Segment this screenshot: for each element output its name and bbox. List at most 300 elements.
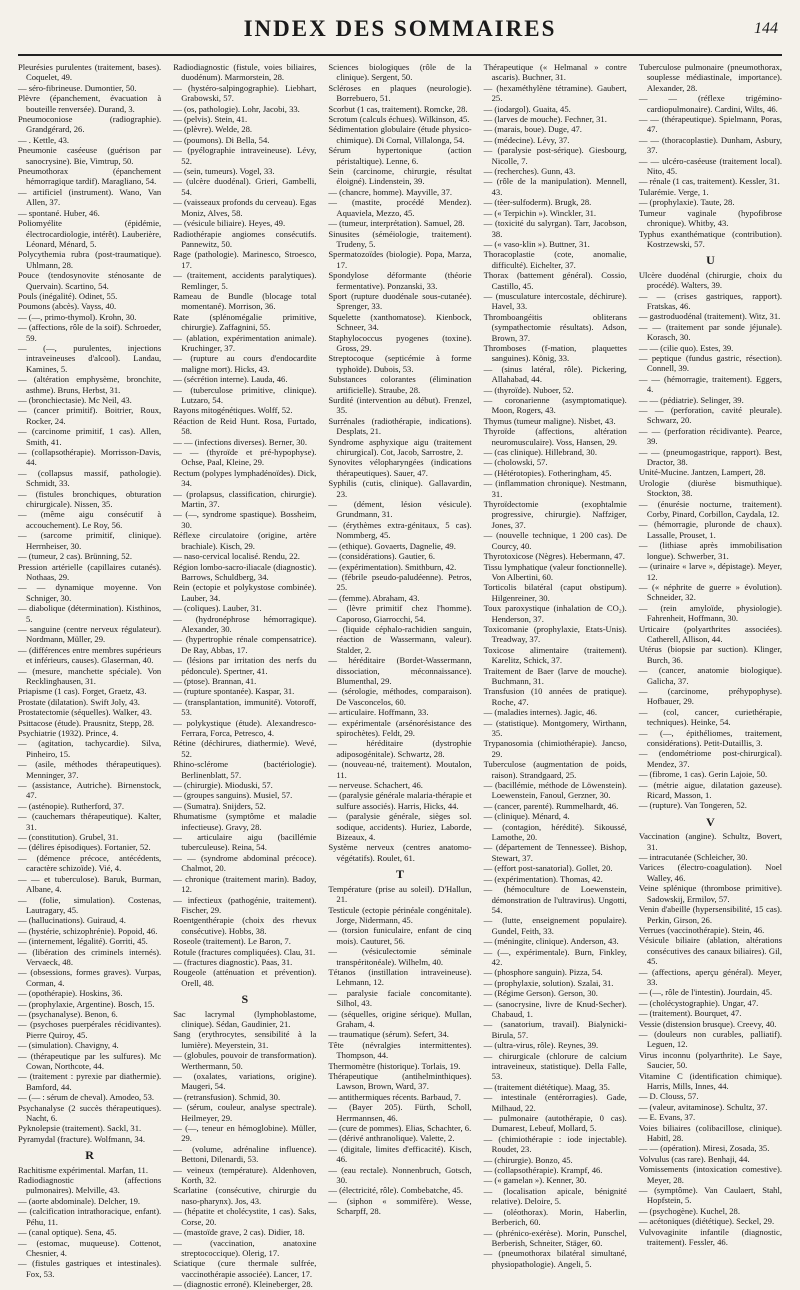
index-entry: Sang (erythrocytes, sensibilité à la lumière). Meyerstein, 31. xyxy=(173,1029,317,1050)
index-entry: — sanguine (centre nerveux régulateur). Nordmann, Müller, 29. xyxy=(18,623,162,645)
index-entry: — (larves de mouche). Fechner, 31. xyxy=(483,114,607,125)
index-entry: — (—, purulentes, injections intraveineuses d'alcool). Landau, Kamines, 5. xyxy=(18,342,162,374)
index-entry: Toxicose alimentaire (traitement). Karelitz, Schick, 37. xyxy=(483,644,627,666)
index-entry: — — (pédiatrie). Selinger, 39. xyxy=(638,394,744,405)
index-entry: — (assistance, Autriche). Birnenstock, 47. xyxy=(18,780,162,801)
index-entry: Typhus exanthématique (contribution). Kostrzewski, 57. xyxy=(638,228,783,249)
index-entry: — (traitement : pyrexie par diathermie). Bamford, 44. xyxy=(18,1071,162,1092)
index-entry: — veineux (température). Aldenhoven, Korth, 32. xyxy=(173,1164,317,1186)
index-entry: — (toxicité du salyrgan). Tarr, Jacobson, 38. xyxy=(483,218,627,239)
index-entry: Synovites vélopharyngées (indications thérapeutiques). Sauer, 47. xyxy=(328,457,472,478)
index-entry: Sciatique (cure thermale sulfrée, vaccinothérapie associée). Lancer, 17. xyxy=(173,1258,317,1279)
index-entry: Urticaire (polyarthrites associées). Catherell, Allison, 44. xyxy=(638,623,783,644)
index-entry: — (paralysie générale malaria-thérapie et sulfure associés). Harris, Hicks, 44. xyxy=(328,790,472,811)
index-entry: — (sarcome primitif, clinique). Herrnheiser, 30. xyxy=(18,530,162,551)
section-letter: V xyxy=(706,814,715,829)
index-entry: Surrénales (radiothérapie, indications). Desplats, 21. xyxy=(328,415,472,437)
index-entry: Rein (ectopie et polykystose combinée). Lauber, 34. xyxy=(173,582,317,603)
index-entry: — (internement, légalité). Gorriti, 45. xyxy=(18,936,148,947)
index-entry: Rayons mitogénétiques. Wolff, 52. xyxy=(173,405,293,416)
index-entry: — (iodargol). Guaita, 45. xyxy=(483,103,571,114)
index-entry: Pouls (inégalité). Odinet, 55. xyxy=(18,290,118,301)
index-column xyxy=(483,62,627,1269)
index-entry: — (même aigu consécutif à accouchement). Le Roy, 56. xyxy=(18,509,162,530)
index-entry: — — (cilie quo). Estes, 39. xyxy=(638,342,734,353)
index-entry: — (hystérie, schizophrénie). Popoid, 46. xyxy=(18,925,158,936)
index-entry: — nerveuse. Schachert, 46. xyxy=(328,780,423,791)
index-entry: Spermatozoïdes (biologie). Popa, Marza, 17. xyxy=(328,249,472,270)
index-entry: Thromboses (f-mation, plaquettes sanguines). König, 33. xyxy=(483,342,627,364)
index-entry: Tétanos (instillation intraveineuse). Lehmann, 12. xyxy=(328,966,472,988)
index-entry: — traumatique (sérum). Sefert, 34. xyxy=(328,1029,449,1040)
index-entry: — (asténopie). Rutherford, 37. xyxy=(18,800,124,811)
index-entry: Vitamine C (identification chimique). Harris, Mills, Innes, 44. xyxy=(638,1070,783,1091)
index-entry: — (coliques). Lauber, 31. xyxy=(173,603,262,614)
index-entry: — (retransfusion). Schmid, 30. xyxy=(173,1091,281,1102)
index-entry: Pneumothorax (épanchement hémorragique tardif). Maragliano, 54. xyxy=(18,166,162,187)
index-entry: — (chirurgie). Bonzo, 45. xyxy=(483,1154,573,1165)
index-entry: — (recherches). Gunn, 43. xyxy=(483,166,576,177)
index-entry: — (simulation). Chavigny, 4. xyxy=(18,1040,119,1051)
index-entry: — (département de Tennessee). Bishop, Stewart, 37. xyxy=(483,842,627,863)
page-number: 144 xyxy=(754,20,778,37)
index-entry: Prostatectomie (séquelles). Walker, 43. xyxy=(18,707,152,718)
index-entry: — (urinaire « larve », dépistage). Meyer, 12. xyxy=(638,561,783,582)
index-entry: Veine splénique (thrombose primitive). Sadowskij, Ermilov, 57. xyxy=(638,883,783,904)
index-entry: — (tumeur, 2 cas). Brünning, 52. xyxy=(18,551,132,562)
index-entry: — héréditaire (Bordet-Wassermann, dissociation, méconnaissance). Blumenthal, 29. xyxy=(328,655,472,686)
index-entry: — (« néphrite de guerre » évolution). Schneider, 32. xyxy=(638,581,783,603)
index-entry: — (considérations). Gautier, 6. xyxy=(328,551,435,562)
index-entry: — (rupture au cours d'endocardite maligne mort). Hicks, 43. xyxy=(173,353,317,374)
index-entry: Surdité (intervention au début). Frenzel, 35. xyxy=(328,395,472,416)
index-entry: — (—, teneur en hémoglobine). Müller, 29. xyxy=(173,1123,317,1144)
index-entry: — (Hétérotopies). Fotheringham, 45. xyxy=(483,467,612,478)
index-entry: — (métrie aigue, dilatation gazeuse). Ricard, Masson, 1. xyxy=(638,779,783,801)
index-entry: Thyroïdectomie (exophtalmie progressive, chirurgie). Naffziger, Jones, 37. xyxy=(483,499,627,530)
index-entry: — (fistules gastriques et intestinales). Fox, 53. xyxy=(18,1258,162,1279)
index-entry: — chronique (traitement marin). Badoy, 12. xyxy=(173,873,317,895)
index-entry: — articulaire. Hoffmann, 33. xyxy=(328,707,429,718)
index-entry: Rameau de Bundle (blocage total momentané). Morrison, 36. xyxy=(173,290,317,312)
index-entry: Rhino-sclérome (bactériologie). Berlinenblatt, 57. xyxy=(173,759,317,780)
index-entry: — (hydronéphrose hémorragique). Alexander, 30. xyxy=(173,613,317,634)
index-entry: Vaccination (angine). Schultz, Bovert, 31. xyxy=(638,831,783,852)
index-entry: — (siphon « sommifère). Wesse, Scharpff, 28. xyxy=(328,1195,472,1217)
index-entry: — E. Evans, 37. xyxy=(638,1112,696,1123)
index-entry: — (musculature intercostale, déchirure). Havel, 33. xyxy=(483,290,627,312)
index-entry: Psychanalyse (2 succès thérapeutiques). Nacht, 6. xyxy=(18,1102,162,1124)
index-entry: — (pelvis). Stein, 41. xyxy=(173,114,248,125)
index-column xyxy=(328,62,472,1217)
index-entry: Sédimentation globulaire (étude physico-chimique). Di Cornal, Villalonga, 54. xyxy=(328,124,472,145)
index-entry: — (hystéro-salpingographie). Liebhart, Grabowski, 57. xyxy=(173,82,317,104)
index-entry: Rhumatisme (symptôme et maladie infectieuse). Gravy, 28. xyxy=(173,811,317,832)
index-entry: — (dément, lésion vésicule). Grundmann, 31. xyxy=(328,499,472,520)
index-entry: Sport (rupture duodénale sous-cutanée). Sprenger, 33. xyxy=(328,290,472,312)
index-entry: Thoracoplastie (cote, anomalie, difficulté). Eichelter, 37. xyxy=(483,249,627,270)
index-entry: — (énurésie nocturne, traitement). Corby, Pinard, Corbillon, Caydala, 12. xyxy=(638,498,783,520)
index-entry: — (bacillémie, méthode de Löwenstein). Loewenstein, Fanoul, Gerzner, 30. xyxy=(483,780,627,801)
index-entry: — — ulcéro-caséeuse (traitement local). Nito, 45. xyxy=(638,155,783,177)
index-entry: — (lithiase après immobilisation longue). Schwerber, 31. xyxy=(638,540,783,561)
index-entry: — — dynamique moyenne. Von Schniger, 30. xyxy=(18,582,162,603)
index-entry: — (phrénico-exérèse). Morin, Punschel, Berberish, Schneiter, Stäger, 60. xyxy=(483,1227,627,1248)
index-entry: — (localisation apicale, bénignité relative). Deloire, 5. xyxy=(483,1185,627,1207)
index-entry: Scorbut (1 cas, traitement). Romcke, 28. xyxy=(328,103,468,114)
index-entry: — (tuberculose primitive, clinique). Lutzaro, 54. xyxy=(173,384,317,405)
index-entry: — (statistique). Montgomery, Wirthann, 35. xyxy=(483,717,627,738)
index-column xyxy=(638,62,783,1248)
section-letter: S xyxy=(241,992,249,1007)
index-entry: — acétoniques (diététique). Seckel, 29. xyxy=(638,1216,775,1227)
index-entry: — (traitement). Bourquet, 47. xyxy=(638,1008,742,1019)
index-entry: — (folie, simulation). Costenas, Lautragary, 45. xyxy=(18,894,162,915)
index-entry: — (fistules bronchiques, obturation chirurgicale). Nissen, 35. xyxy=(18,488,162,510)
index-entry: — (oléothorax). Morin, Haberlin, Berberich, 60. xyxy=(483,1206,627,1228)
index-entry: — (ultra-virus, rôle). Reynes, 39. xyxy=(483,1040,599,1051)
index-entry: Réflexe circulatoire (origine, artère brachiale). Kisch, 29. xyxy=(173,530,317,551)
index-entry: Scarlatine (consécutive, chirurgie du naso-pharynx). Jos, 43. xyxy=(173,1185,317,1206)
index-entry: Thérapeutique (antihelminthiques). Lawson, Brown, Ward, 37. xyxy=(328,1071,472,1092)
index-entry: Pouce (tendosynovite sténosante de Quervain). Scartino, 54. xyxy=(18,270,162,291)
index-entry: — (traitement diététique). Maag, 35. xyxy=(483,1081,610,1092)
index-entry: — (plèvre). Welde, 28. xyxy=(173,124,253,135)
index-entry: Thérapeutique (« Helmanal » contre ascaris). Buchner, 31. xyxy=(483,62,627,83)
index-entry: — (maladies internes). Jagic, 46. xyxy=(483,707,597,718)
index-entry: — articulaire aigu (bacillémie tuberculeuse). Reina, 54. xyxy=(173,832,317,853)
index-entry: Toxicomanie (prophylaxie, Etats-Unis). Treadway, 37. xyxy=(483,623,627,645)
index-entry: — (constitution). Grubel, 31. xyxy=(18,832,119,843)
index-entry: — (thérapeutique par les sulfures). Mc Cowan, Northcote, 44. xyxy=(18,1050,162,1071)
index-entry: — — (crises gastriques, rapport). Fratskas, 46. xyxy=(638,290,783,311)
index-entry: — (chimiothérapie : iode injectable). Roudet, 23. xyxy=(483,1133,627,1155)
index-entry: Vulvovaginite infantile (diagnostic, traitement). Fessler, 46. xyxy=(638,1226,783,1248)
index-entry: — (Sumatra). Snijders, 52. xyxy=(173,800,266,811)
index-entry: Urologie (diurèse bismuthique). Stockton, 38. xyxy=(638,477,783,499)
index-entry: — (cure de pommes). Elias, Schachter, 6. xyxy=(328,1123,472,1134)
index-entry: — (« vaso-klin »). Buttner, 31. xyxy=(483,238,590,249)
index-entry: — artificiel (instrument). Wano, Van Allen, 37. xyxy=(18,186,162,208)
index-entry: — (dérivé anthranolique). Valette, 2. xyxy=(328,1133,455,1144)
index-entry: — (mesure, manchette spéciale). Von Recklinghausen, 31. xyxy=(18,665,162,686)
index-entry: — (estomac, muqueuse). Cottenot, Chesnier, 4. xyxy=(18,1237,162,1258)
index-entry: — (rein amyloïde, physiologie). Fahrenheit, Hoffmann, 30. xyxy=(638,602,783,624)
index-entry: — (sanocrysine, livre de Knud-Secher). Chabaud, 1. xyxy=(483,998,627,1019)
index-entry: Volvulus (cas rare). Benhaji, 44. xyxy=(638,1153,750,1164)
index-entry: — (prophylaxie, solution). Szalai, 31. xyxy=(483,977,614,988)
index-entry: — (clinique). Ménard, 4. xyxy=(483,811,570,822)
index-entry: — (lèvre primitif chez l'homme). Caporoso, Giarrocchi, 54. xyxy=(328,603,472,624)
index-entry: — (affections, rôle de la soif). Schroeder, 59. xyxy=(18,322,162,343)
index-entry: Torticolis bilatéral (caput obstipum). Hilgenreiner, 30. xyxy=(483,582,627,603)
index-entry: — (« Terpichin »). Winckler, 31. xyxy=(483,207,597,218)
index-entry: Sein (carcinome, chirurgie, résultat éloigné). Lindenstein, 39. xyxy=(328,166,472,187)
index-entry: Vésicule biliaire (ablation, altérations consécutives des canaux biliaires). Gil, 45. xyxy=(638,935,783,967)
index-entry: — (paralysie générale, sièges sol. sodique, accidents). Huriez, Laborde, Bizeaux, 4. xyxy=(328,811,472,843)
index-entry: — (poumons). Di Bella, 54. xyxy=(173,134,270,145)
index-entry: — (diagnostic erroné). Kleineberger, 28. xyxy=(173,1279,313,1290)
index-entry: — (prophylaxie, Argentine). Bosch, 15. xyxy=(18,998,155,1009)
index-entry: — (vaccination, anatoxine streptococcique). Olerig, 17. xyxy=(173,1237,317,1258)
index-entry: Rectum (polypes lymphadénoïdes). Dick, 34. xyxy=(173,467,317,489)
index-entry: — (expérimentation). Thomas, 42. xyxy=(483,873,603,884)
index-entry: Sérum hypertonique (action péristaltique). Lenne, 6. xyxy=(328,145,472,166)
index-entry: Vessie (distension brusque). Creevy, 40. xyxy=(638,1018,777,1029)
index-columns xyxy=(18,62,783,1290)
index-entry: Virus inconnu (polyarthrite). Le Saye, Saucier, 50. xyxy=(638,1049,783,1071)
index-entry: — (opothérapie). Hoskins, 36. xyxy=(18,988,123,999)
index-entry: — — (thoracoplastie). Dunham, Asbury, 37. xyxy=(638,134,783,156)
index-entry: Roseole (traitement). Le Baron, 7. xyxy=(173,936,291,947)
index-entry: — (affections, aperçu général). Meyer, 33. xyxy=(638,966,783,987)
index-entry: — (ablation, expérimentation animale). Kruchinger, 37. xyxy=(173,332,317,353)
index-entry: — (fractures diagnostic). Paas, 31. xyxy=(173,956,293,967)
index-entry: Poliomyélite (épidémie, électrocardiologie, intérêt). Lauberière, Léonard, Ménard, 5. xyxy=(18,218,162,249)
index-entry: — (sinus latéral, rôle). Pickering, Allahabad, 44. xyxy=(483,363,627,385)
index-entry: — (globules, pouvoir de transformation). Werthermann, 50. xyxy=(173,1050,317,1071)
index-entry: — (Régime Gerson). Gerson, 30. xyxy=(483,988,598,999)
index-entry: — (cholécystographie). Ungar, 47. xyxy=(638,997,759,1008)
index-entry: — (liquide céphalo-rachidien sanguin, réaction de Wassermann, valeur). Stalder, 2. xyxy=(328,623,472,655)
index-entry: Tissu lymphatique (valeur fonctionnelle). Von Albertini, 60. xyxy=(483,561,627,582)
index-entry: — (altération emphysème, bronchite, asthme). Bruns, Herbst, 31. xyxy=(18,374,162,395)
index-entry: — (ptose). Brannan, 41. xyxy=(173,675,257,686)
index-entry: — (thyroïde). Nuboer, 52. xyxy=(483,384,574,395)
index-entry: Réaction de Reid Hunt. Rosa, Furtado, 58. xyxy=(173,415,317,437)
index-entry: Psychiatrie (1932). Prince, 4. xyxy=(18,728,119,738)
index-column xyxy=(18,62,162,1279)
index-entry: Priapisme (1 cas). Forget, Graetz, 43. xyxy=(18,686,147,697)
index-entry: — (volume, adrénaline influence). Bettoni, Dilenardi, 53. xyxy=(173,1143,317,1165)
index-entry: Pyramydal (fracture). Wolfmann, 34. xyxy=(18,1133,146,1144)
index-entry: — (psychanalyse). Benon, 6. xyxy=(18,1008,118,1019)
index-entry: Sinusites (séméiologie, traitement). Trudeny, 5. xyxy=(328,228,472,249)
index-entry: Toux paroxystique (inhalation de CO₂). Henderson, 37. xyxy=(483,603,627,624)
index-entry: — (hémorragie, pluronde de chaux). Lassalle, Prouset, 1. xyxy=(638,519,783,540)
index-entry: — (cancer primitif). Boitrier, Roux, Rocker, 24. xyxy=(18,405,162,426)
index-entry: — (mastoïde grave, 2 cas). Didier, 18. xyxy=(173,1227,305,1238)
index-entry: Squelette (xanthomatose). Kienbock, Schneer, 34. xyxy=(328,311,472,333)
index-entry: — (psychogène). Kuchel, 28. xyxy=(638,1205,740,1216)
index-entry: — diabolique (détermination). Kisthinos, 5. xyxy=(18,603,162,624)
index-entry: — — (infections diverses). Berner, 30. xyxy=(173,436,307,447)
index-entry: — (tèer-sulfoderm). Brugk, 28. xyxy=(483,197,592,208)
section-letter: T xyxy=(396,867,405,882)
index-entry: Trypanosomia (chimiothérapie). Jancso, 29. xyxy=(483,738,627,759)
index-entry: — (collapsus massif, pathologie). Schmidt, 33. xyxy=(18,467,162,489)
index-entry: — intestinale (entérorragies). Gade, Milhaud, 22. xyxy=(483,1092,627,1113)
index-entry: — (os, pathologie). Lohr, Jacobi, 33. xyxy=(173,103,300,114)
index-entry: — (rupture spontanée). Kaspar, 31. xyxy=(173,686,295,697)
index-entry: Polycythemia rubra (post-traumatique). Uhlmann, 28. xyxy=(18,249,162,270)
index-entry: — (transplantation, immunité). Votoroff, 53. xyxy=(173,696,317,718)
index-entry: — (hémoculture de Loewenstein, démonstration de l'ultravirus). Ungotti, 54. xyxy=(483,884,627,915)
index-entry: — séro-fibrineuse. Dumontier, 50. xyxy=(18,82,137,93)
index-entry: Rate (splénomégalie primitive, chirurgie). Zaffagnini, 55. xyxy=(173,311,317,333)
index-entry: — (hallucinations). Guiraud, 4. xyxy=(18,915,126,926)
index-entry: — — (perforation, cavité pleurale). Schwarz, 20. xyxy=(638,405,783,426)
index-entry: Substances colorantes (élimination artificielle). Straube, 28. xyxy=(328,374,472,395)
index-entry: — — (perforation récidivante). Pearce, 39. xyxy=(638,425,783,447)
index-entry: Unité-Mucine. Jantzen, Lampert, 28. xyxy=(638,467,766,478)
index-entry: — (cancer, anatomie biologique). Galicha, 37. xyxy=(638,665,783,686)
index-entry: — (Bayer 205). Fürth, Scholl, Herrmannsen, 46. xyxy=(328,1102,472,1123)
index-entry: — (hexaméthylène tétramine). Gaubert, 25. xyxy=(483,82,627,104)
index-entry: — (symptôme). Van Caulaert, Stahl, Hopfstein, 5. xyxy=(638,1185,783,1206)
index-entry: — infectieux (pathogénie, traitement). Fischer, 29. xyxy=(173,894,317,915)
index-entry: Thymus (tumeur maligne). Nisbet, 43. xyxy=(483,415,616,426)
index-entry: — (traitement, accidents paralytiques). Remlinger, 5. xyxy=(173,270,317,291)
index-entry: — (sécrétion interne). Lauda, 46. xyxy=(173,374,288,385)
section-letter: U xyxy=(706,253,715,268)
index-entry: Voies biliaires (colibacillose, clinique). Habitl, 28. xyxy=(638,1122,783,1144)
index-entry: — (mastite, procédé Mendez). Aquaviela, Mezzo, 45. xyxy=(328,197,472,218)
index-entry: Traitement de Baer (larve de mouche). Buchmann, 31. xyxy=(483,665,627,686)
index-entry: — (fibrome, 1 cas). Gerin Lajoie, 50. xyxy=(638,769,768,780)
index-entry: Verrues (vaccinothérapie). Stein, 46. xyxy=(638,924,765,935)
index-entry: — rénale (1 cas, traitement). Kessler, 31. xyxy=(638,176,780,187)
index-entry: Rotule (fractures compliquées). Clau, 31. xyxy=(173,946,316,957)
index-entry: — (vaisseaux profonds du cerveau). Egas Moniz, Alves, 58. xyxy=(173,197,317,218)
index-entry: — (obsessions, formes graves). Vurpas, Corman, 4. xyxy=(18,967,162,988)
index-entry: — (agitation, tachycardie). Silva, Pinheiro, 15. xyxy=(18,738,162,759)
index-entry: — gastroduodénal (traitement). Witz, 31. xyxy=(638,311,781,322)
index-entry: Radiodiagnostic (fistule, voies biliaires, duodénum). Marmorstein, 28. xyxy=(173,62,317,83)
index-entry: — (nouvelle technique, 1 200 cas). De Courcy, 40. xyxy=(483,530,627,551)
index-entry: — (femme). Abraham, 43. xyxy=(328,592,420,603)
index-entry: — (paralysie post-sérique). Giesbourg, Nicolle, 7. xyxy=(483,145,627,166)
index-entry: — (endométriome post-chirurgical). Mendez, 37. xyxy=(638,748,783,769)
index-entry: Pression artérielle (capillaires cutanés). Nothaas, 29. xyxy=(18,561,162,582)
index-entry: — (asile, méthodes thérapeutiques). Menninger, 37. xyxy=(18,759,162,780)
index-entry: — (pyélographie intraveineuse). Lévy, 52. xyxy=(173,145,317,166)
index-entry: — (« gamelan »). Kenner, 30. xyxy=(483,1175,587,1186)
index-entry: Tête (névralgies intermittentes). Thompson, 44. xyxy=(328,1039,472,1061)
index-entry: Utérus (biopsie par suction). Klinger, Burch, 36. xyxy=(638,644,783,665)
index-entry: — (calcification intrathoracique, enfant). Péhu, 11. xyxy=(18,1206,162,1227)
index-entry: — (méningite, clinique). Anderson, 43. xyxy=(483,936,619,947)
index-entry: — (ethique). Govaerts, Dagnelie, 49. xyxy=(328,540,456,551)
index-entry: Syphilis (cutis, clinique). Gallavardin, 23. xyxy=(328,478,472,499)
index-entry: — (sein, tumeurs). Vogel, 33. xyxy=(173,166,275,177)
index-entry: Thermomètre (historique). Torlais, 19. xyxy=(328,1060,461,1071)
index-entry: — (hypertrophie rénale compensatrice). De Ray, Abbas, 17. xyxy=(173,634,317,655)
index-entry: — (vésicule biliaire). Heyes, 49. xyxy=(173,218,286,229)
index-entry: — (canal optique). Sena, 45. xyxy=(18,1227,117,1238)
index-entry: — (fébrile pseudo-paludéenne). Petros, 25. xyxy=(328,571,472,593)
index-entry: Tumeur vaginale (hypofibrose chronique). Whitby, 43. xyxy=(638,207,783,229)
index-entry: — (—, primo-thymol). Krohn, 30. xyxy=(18,311,137,322)
index-entry: — (inflammation chronique). Nestmann, 31. xyxy=(483,478,627,499)
section-letter: R xyxy=(85,1148,94,1163)
index-entry: Rachitisme expérimental. Marfan, 11. xyxy=(18,1164,148,1175)
index-entry: Vomissements (intoxication comestive). Meyer, 28. xyxy=(638,1164,783,1185)
index-entry: — paralysie faciale concomitante). Silhol, 43. xyxy=(328,987,472,1009)
index-entry: — pulmonaire (autothérapie, 0 cas). Dumarest, Lebeuf, Mollard, 5. xyxy=(483,1113,627,1134)
index-entry: — (électricité, rôle). Combebatche, 45. xyxy=(328,1185,463,1196)
index-entry: — (contagion, hérédité). Sikoussé, Lamothe, 20. xyxy=(483,821,627,843)
index-entry: — (nouveau-né, traitement). Moutalon, 11. xyxy=(328,759,472,780)
index-entry: — polykystique (étude). Alexandresco-Ferrara, Forca, Petresco, 4. xyxy=(173,717,317,738)
index-entry: — (digitale, limites d'efficacité). Kisch, 46. xyxy=(328,1143,472,1165)
index-entry: — (prolapsus, classification, chirurgie). Martin, 37. xyxy=(173,488,317,510)
index-entry: — (lésions par irritation des nerfs du pédoncule). Spertner, 41. xyxy=(173,655,317,676)
index-entry: Système nerveux (centres anatomo-végétatifs). Roulet, 61. xyxy=(328,842,472,863)
index-entry: — chirurgicale (chlorure de calcium intraveineux, statistique). Della Falle, 53. xyxy=(483,1050,627,1082)
index-entry: — (collapsothérapie). Krampf, 46. xyxy=(483,1165,603,1176)
index-entry: Radiodiagnostic (affections pulmonaires). Melville, 43. xyxy=(18,1175,162,1196)
index-entry: Syndrome asphyxique aigu (traitement chirurgical). Cot, Jacob, Sarrostre, 2. xyxy=(328,436,472,458)
index-entry: — (carcinome primitif, 1 cas). Allen, Smith, 41. xyxy=(18,426,162,447)
index-entry: — (carcinome, préhypophyse). Hofbauer, 29. xyxy=(638,685,783,707)
index-entry: Poumons (abcès). Vayss, 40. xyxy=(18,301,117,312)
index-entry: — antithermiques récents. Barbaud, 7. xyxy=(328,1091,461,1102)
index-entry: Sac lacrymal (lymphoblastome, clinique). Sédan, Gaudinier, 21. xyxy=(173,1008,317,1029)
index-entry: — (séquelles, origine sérique). Mullan, Graham, 4. xyxy=(328,1008,472,1029)
index-entry: Thromboangéitis obliterans (sympathectomie résultats). Adson, Brown, 37. xyxy=(483,311,627,343)
index-entry: — (libération des criminels internés). Vervaeck, 48. xyxy=(18,946,162,967)
index-entry: — (prophylaxie). Taute, 28. xyxy=(638,197,735,208)
index-entry: Plèvre (épanchement, évacuation à bouteille renversée). Durand, 3. xyxy=(18,93,162,114)
index-entry: — (démence précoce, antécédents, caractère schizoïde). Vié, 4. xyxy=(18,852,162,874)
index-entry: Pneumonie caséeuse (guérison par sanocrysine). Bie, Vimtrup, 50. xyxy=(18,145,162,166)
page-title: INDEX DES SOMMAIRES xyxy=(243,16,557,41)
index-entry: Pneumoconiose (radiographie). Grandgérard, 26. xyxy=(18,114,162,135)
index-entry: — (—, rôle de l'intestin). Jourdain, 45. xyxy=(638,987,773,998)
index-entry: — (phosphore sanguin). Pizza, 54. xyxy=(483,967,603,978)
index-entry: — spontané. Huber, 46. xyxy=(18,207,100,218)
index-entry: — — (thyroïde et pré-hypophyse). Ochse, Paal, Kleine, 29. xyxy=(173,447,317,468)
index-entry: Spondylose déformante (théorie fermentative). Ponzanski, 33. xyxy=(328,270,472,291)
index-entry: — — (opération). Miresi, Zosada, 35. xyxy=(638,1143,770,1154)
index-entry: — (vésiculectomie séminale transpéritonéale). Wilhelm, 40. xyxy=(328,946,472,967)
index-entry: — coronarienne (asymptomatique). Moon, Rogers, 43. xyxy=(483,395,627,416)
index-entry: Tularémie. Verge, 1. xyxy=(638,186,709,197)
index-entry: — (bronchiectasie). Mc Neil, 43. xyxy=(18,395,132,405)
index-entry: — (cholowski, 57. xyxy=(483,457,548,468)
index-entry: Ulcère duodénal (chirurgie, choix du procédé). Walters, 39. xyxy=(638,269,783,291)
index-entry: — héréditaire (dystrophie adiposogénitale). Schwartz, 28. xyxy=(328,738,472,759)
index-entry: — peptique (fundus gastric, résection). Connell, 39. xyxy=(638,352,783,374)
index-entry: Transfusion (10 années de pratique). Roche, 47. xyxy=(483,686,627,707)
index-entry: Région lombo-sacro-iliacale (diagnostic). Barrows, Schuldberg, 34. xyxy=(173,561,317,582)
index-entry: — (chancre, homme). Mayville, 37. xyxy=(328,186,453,197)
index-entry: — expérimentale (arsénorésistance des spirochètes). Feldt, 29. xyxy=(328,717,472,738)
index-entry: — — (réflexe trigémino-cardiopulmonaire). Cardini, Wilts, 46. xyxy=(638,93,783,114)
index-entry: Roentgenthérapie (choix des rhevux consécutive). Hobbs, 38. xyxy=(173,915,317,936)
index-entry: — (pneumothorax bilatéral simultané, physiopathologie). Angeli, 5. xyxy=(483,1248,627,1269)
index-entry: — (aorte abdominale). Delcher, 19. xyxy=(18,1195,141,1206)
index-entry: Thyroïde (affections, altération neuromusculaire). Voss, Hansen, 29. xyxy=(483,426,627,447)
index-entry: — (—, syndrome spastique). Bossheim, 30. xyxy=(173,509,317,530)
index-entry: — (groupes sanguins). Musiel, 57. xyxy=(173,790,293,801)
index-entry: — — (thérapeutique). Spielmann, Poras, 47. xyxy=(638,114,783,135)
index-entry: — — (traitement par sonde jéjunale). Korasch, 30. xyxy=(638,321,783,343)
index-entry: Pyknolepsie (traitement). Sackl, 31. xyxy=(18,1123,142,1134)
index-entry: — (ulcère duodénal). Grieri, Gambelli, 54. xyxy=(173,176,317,197)
index-entry: — (délires épisodiques). Fortanier, 52. xyxy=(18,842,151,853)
index-entry: — (chirurgie). Mioduski, 57. xyxy=(173,780,273,791)
index-entry: — intracutanée (Schleicher, 30. xyxy=(638,852,748,863)
index-entry: — (—, épithéliomes, traitement, considérations). Petit-Dutaillis, 3. xyxy=(638,727,783,748)
index-entry: Pleurésies purulentes (traitement, bases). Coquelet, 49. xyxy=(18,62,162,83)
index-entry: Varices (électro-coagulation). Noel Walley, 46. xyxy=(638,862,783,883)
index-entry: — (— : sérum de cheval). Amodeo, 53. xyxy=(18,1092,155,1103)
index-entry: — (torsion funiculaire, enfant de cinq mois). Cauturet, 56. xyxy=(328,925,472,946)
index-entry: — (sérum, couleur, analyse spectrale). Heilmeyer, 29. xyxy=(173,1102,317,1123)
index-entry: Scléroses en plaques (neurologie). Borrebuero, 51. xyxy=(328,82,472,104)
